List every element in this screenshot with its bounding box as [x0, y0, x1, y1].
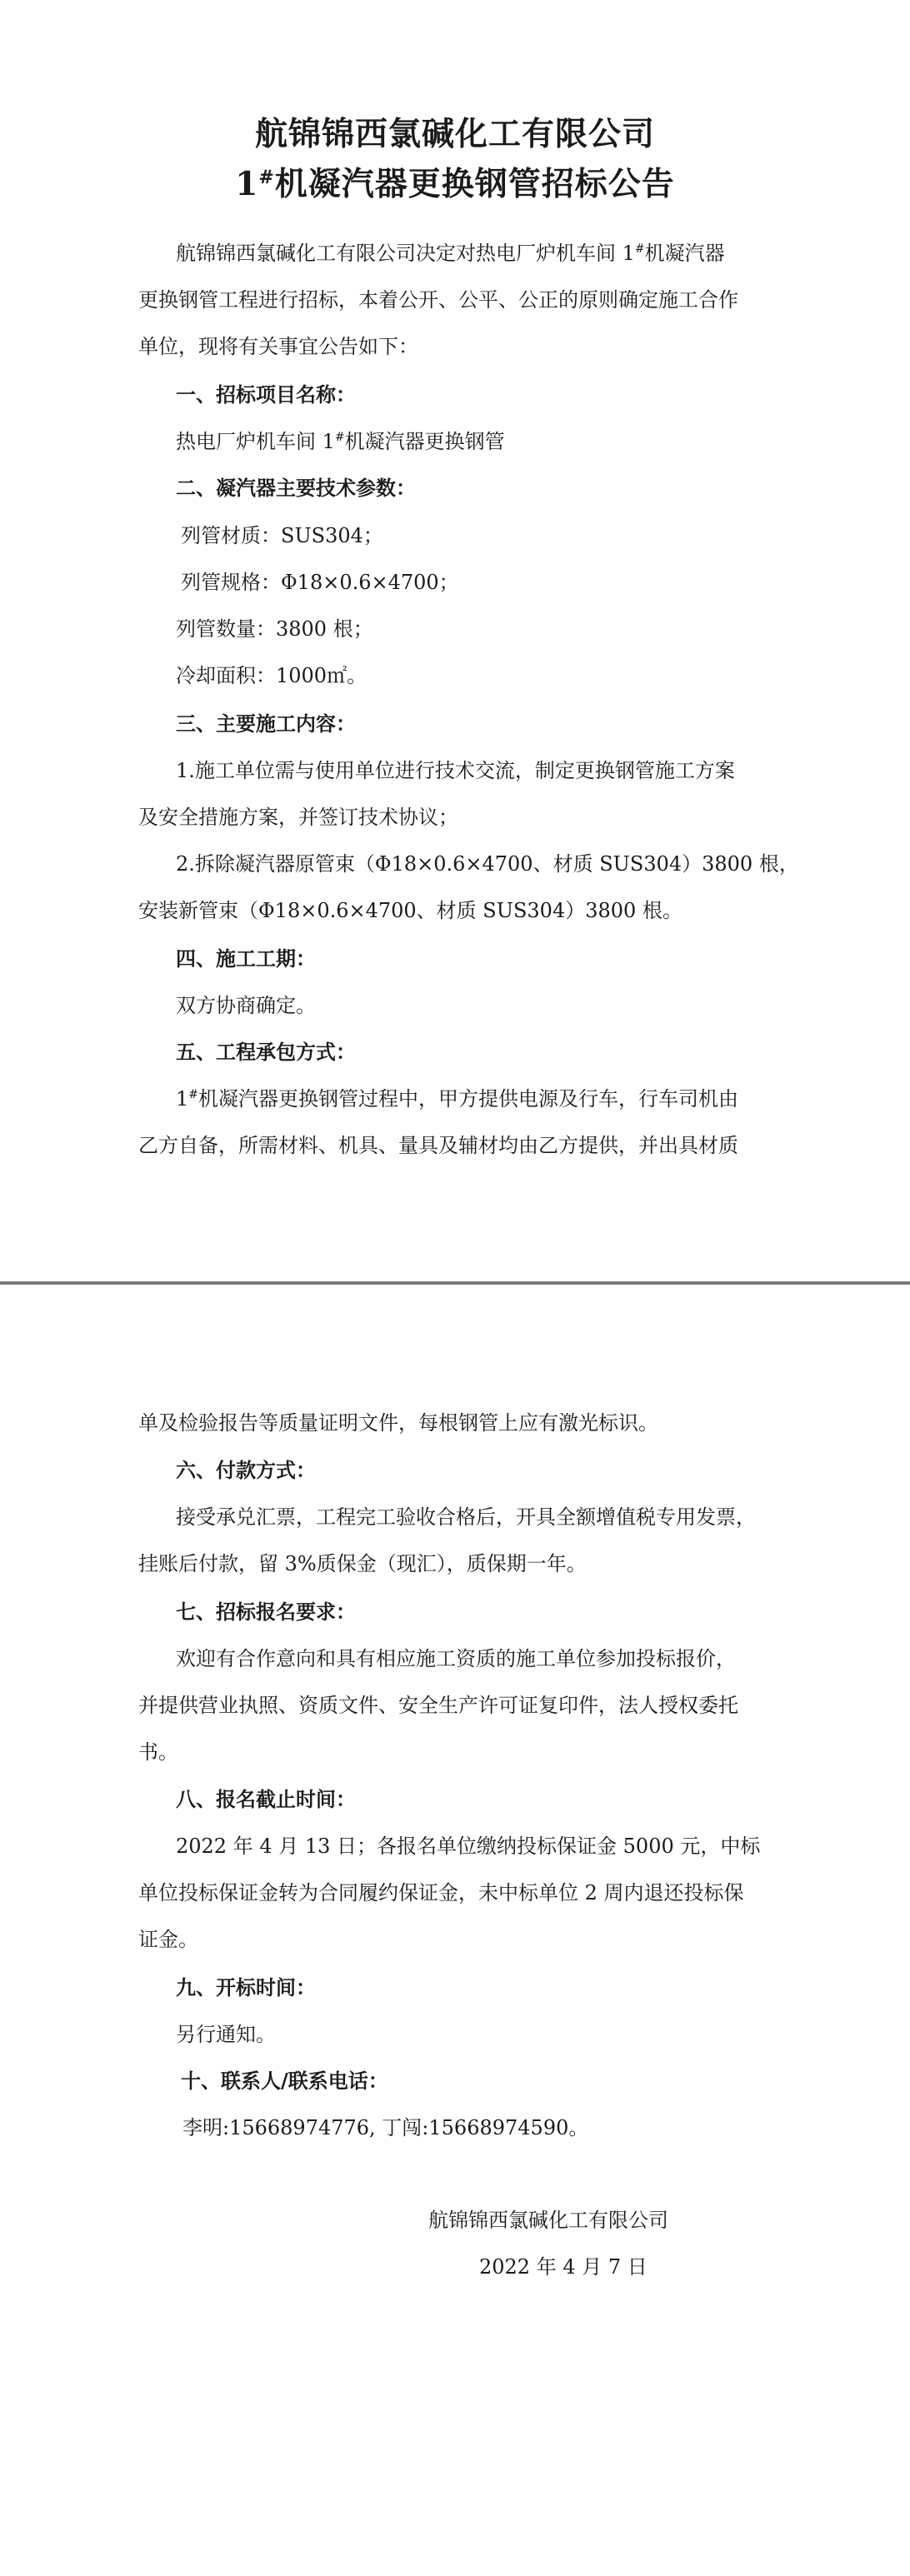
section-heading: 一、招标项目名称：	[176, 382, 356, 407]
intro-line: 更换钢管工程进行招标，本着公开、公平、公正的原则确定施工合作	[138, 288, 738, 312]
content-line: 乙方自备，所需材料、机具、量具及辅材均由乙方提供，并出具材质	[138, 1134, 738, 1157]
intro-line: 航锦锦西氯碱化工有限公司决定对热电厂炉机车间 1#机凝汽器	[176, 242, 725, 265]
section-heading: 六、付款方式：	[176, 1458, 316, 1482]
section-text: 双方协商确定。	[176, 994, 316, 1017]
content-line: 及安全措施方案，并签订技术协议；	[138, 806, 458, 829]
signature-date: 2022 年 4 月 7 日	[479, 2255, 648, 2279]
section-heading: 五、工程承包方式：	[176, 1040, 356, 1064]
content-line: 接受承兑汇票，工程完工验收合格后，开具全额增值税专用发票，	[176, 1505, 756, 1529]
content-line: 挂账后付款，留 3%质保金（现汇），质保期一年。	[138, 1552, 587, 1575]
section-text: 热电厂炉机车间 1#机凝汽器更换钢管	[176, 430, 505, 453]
content-line: 1#机凝汽器更换钢管过程中，甲方提供电源及行车，行车司机由	[176, 1087, 739, 1111]
section-heading: 二、凝汽器主要技术参数：	[176, 476, 416, 500]
content-line: 并提供营业执照、资质文件、安全生产许可证复印件，法人授权委托	[138, 1694, 738, 1717]
document-title-line2	[0, 158, 910, 205]
contact-line: 李明:15668974776, 丁闯:15668974590。	[182, 2116, 589, 2139]
spec-item: 列管规格：Φ18×0.6×4700；	[181, 571, 459, 594]
section-heading: 九、开标时间：	[176, 1975, 316, 1999]
content-line: 证金。	[138, 1928, 198, 1951]
content-line: 书。	[138, 1740, 178, 1764]
section-heading: 十、联系人/联系电话：	[181, 2069, 388, 2093]
title-number: 1	[235, 165, 259, 203]
content-line: 2.拆除凝汽器原管束（Φ18×0.6×4700、材质 SUS304）3800 根，	[176, 852, 799, 876]
spec-item: 列管数量：3800 根；	[176, 617, 373, 641]
page-separator	[0, 1281, 910, 1285]
signature-company: 航锦锦西氯碱化工有限公司	[428, 2209, 668, 2232]
content-line: 欢迎有合作意向和具有相应施工资质的施工单位参加投标报价，	[176, 1647, 736, 1670]
spec-item: 列管材质：SUS304；	[181, 524, 383, 547]
section-heading: 七、招标报名要求：	[176, 1600, 356, 1624]
document-page-2	[0, 1288, 910, 2576]
document-title-line1: 航锦锦西氯碱化工有限公司	[254, 115, 655, 153]
section-heading: 四、施工工期：	[176, 946, 316, 971]
content-line: 2022 年 4 月 13 日；各报名单位缴纳投标保证金 5000 元，中标	[176, 1835, 761, 1858]
section-text: 另行通知。	[176, 2023, 276, 2046]
content-line: 安装新管束（Φ18×0.6×4700、材质 SUS304）3800 根。	[138, 899, 682, 922]
intro-line: 单位，现将有关事宜公告如下：	[138, 335, 418, 358]
spec-item: 冷却面积：1000㎡。	[176, 664, 368, 687]
section-heading: 八、报名截止时间：	[176, 1787, 356, 1811]
section-heading: 三、主要施工内容：	[176, 711, 356, 736]
content-line: 单及检验报告等质量证明文件，每根钢管上应有激光标识。	[138, 1411, 658, 1435]
document-page-1	[0, 0, 910, 1283]
title-text: 机凝汽器更换钢管招标公告	[274, 165, 675, 203]
content-line: 1.施工单位需与使用单位进行技术交流，制定更换钢管施工方案	[176, 759, 735, 782]
content-line: 单位投标保证金转为合同履约保证金，未中标单位 2 周内退还投标保	[138, 1881, 744, 1905]
title-number-mark: #	[258, 167, 275, 188]
